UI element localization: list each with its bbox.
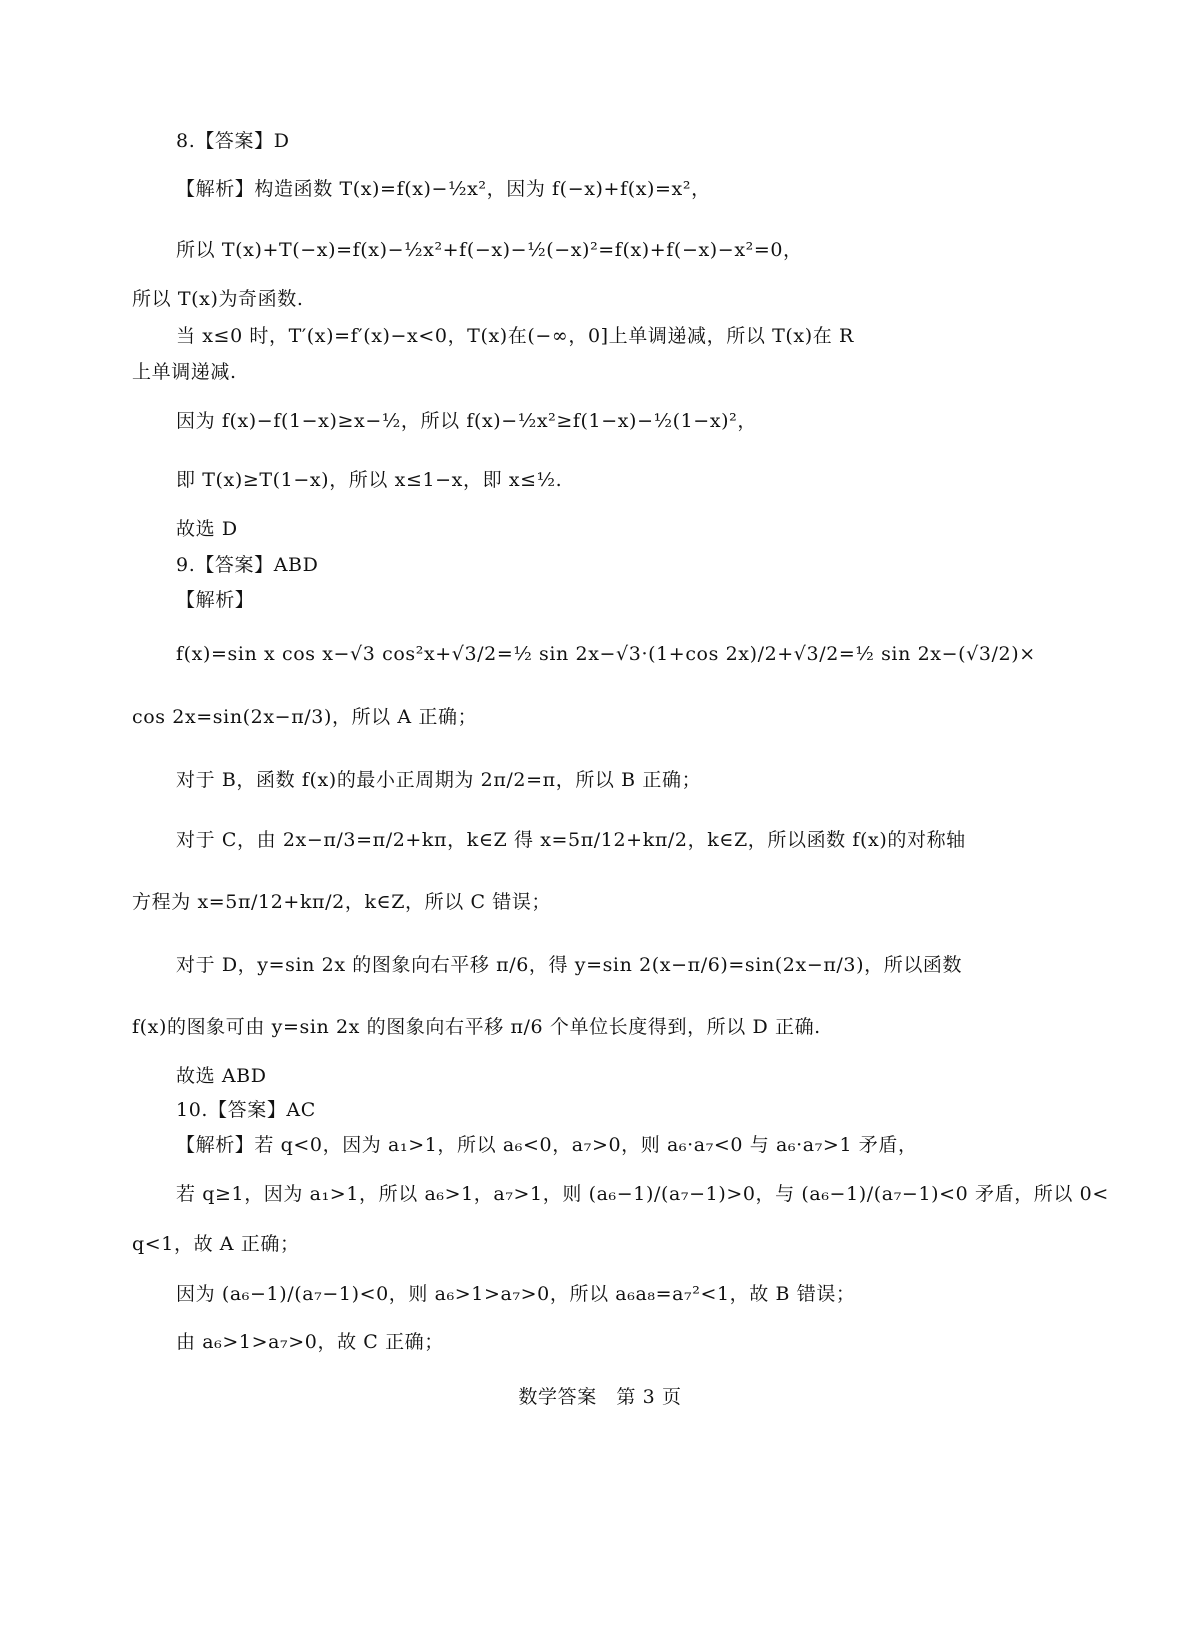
q10-analysis-5: 由 a₆>1>a₇>0，故 C 正确；	[176, 1331, 444, 1353]
q9-analysis-6: 对于 D，y=sin 2x 的图象向右平移 π/6，得 y=sin 2(x−π/6)=sin(2x−π/3)，所以函数	[176, 954, 963, 976]
q9-choice: 故选 ABD	[176, 1065, 267, 1087]
q9-analysis-4: 对于 C，由 2x−π/3=π/2+kπ，k∈Z 得 x=5π/12+kπ/2，k∈Z，所以函数 f(x)的对称轴	[176, 829, 966, 851]
q8-analysis-7: 即 T(x)≥T(1−x)，所以 x≤1−x，即 x≤½.	[176, 469, 563, 491]
q10-analysis-4: 因为 (a₆−1)/(a₇−1)<0，则 a₆>1>a₇>0，所以 a₆a₈=a₇²<1，故 B 错误；	[176, 1283, 856, 1305]
q9-analysis-7: f(x)的图象可由 y=sin 2x 的图象向右平移 π/6 个单位长度得到，所以 D 正确.	[132, 1016, 821, 1038]
page-footer: 数学答案 第 3 页	[518, 1386, 682, 1408]
q8-analysis-2: 所以 T(x)+T(−x)=f(x)−½x²+f(−x)−½(−x)²=f(x)+f(−x)−x²=0，	[176, 239, 803, 261]
q10-analysis-2: 若 q≥1，因为 a₁>1，所以 a₆>1，a₇>1，则 (a₆−1)/(a₇−1)>0，与 (a₆−1)/(a₇−1)<0 矛盾，所以 0<	[176, 1183, 1109, 1205]
q8-analysis-1: 【解析】构造函数 T(x)=f(x)−½x²，因为 f(−x)+f(x)=x²，	[176, 178, 711, 200]
q9-analysis-3: 对于 B，函数 f(x)的最小正周期为 2π/2=π，所以 B 正确；	[176, 769, 702, 791]
q9-analysis-2: cos 2x=sin(2x−π/3)，所以 A 正确；	[132, 706, 478, 728]
q8-analysis-6: 因为 f(x)−f(1−x)≥x−½，所以 f(x)−½x²≥f(1−x)−½(1−x)²，	[176, 410, 757, 432]
q8-answer: 8.【答案】D	[176, 130, 290, 152]
q9-analysis-1: f(x)=sin x cos x−√3 cos²x+√3/2=½ sin 2x−√3·(1+cos 2x)/2+√3/2=½ sin 2x−(√3/2)×	[176, 643, 1036, 665]
q8-analysis-3: 所以 T(x)为奇函数.	[132, 288, 304, 310]
q9-analysis-5: 方程为 x=5π/12+kπ/2，k∈Z，所以 C 错误；	[132, 891, 552, 913]
q10-answer: 10.【答案】AC	[176, 1099, 316, 1121]
q9-answer: 9.【答案】ABD	[176, 554, 319, 576]
q8-analysis-4: 当 x≤0 时，T′(x)=f′(x)−x<0，T(x)在(−∞，0]上单调递减，所以 T(x)在 R	[176, 325, 854, 347]
q8-choice: 故选 D	[176, 518, 238, 540]
q9-analysis-label: 【解析】	[176, 589, 255, 611]
q8-analysis-5: 上单调递减.	[132, 361, 237, 383]
q10-analysis-3: q<1，故 A 正确；	[132, 1233, 300, 1255]
q10-analysis-1: 【解析】若 q<0，因为 a₁>1，所以 a₆<0，a₇>0，则 a₆·a₇<0 与 a₆·a₇>1 矛盾，	[176, 1134, 918, 1156]
